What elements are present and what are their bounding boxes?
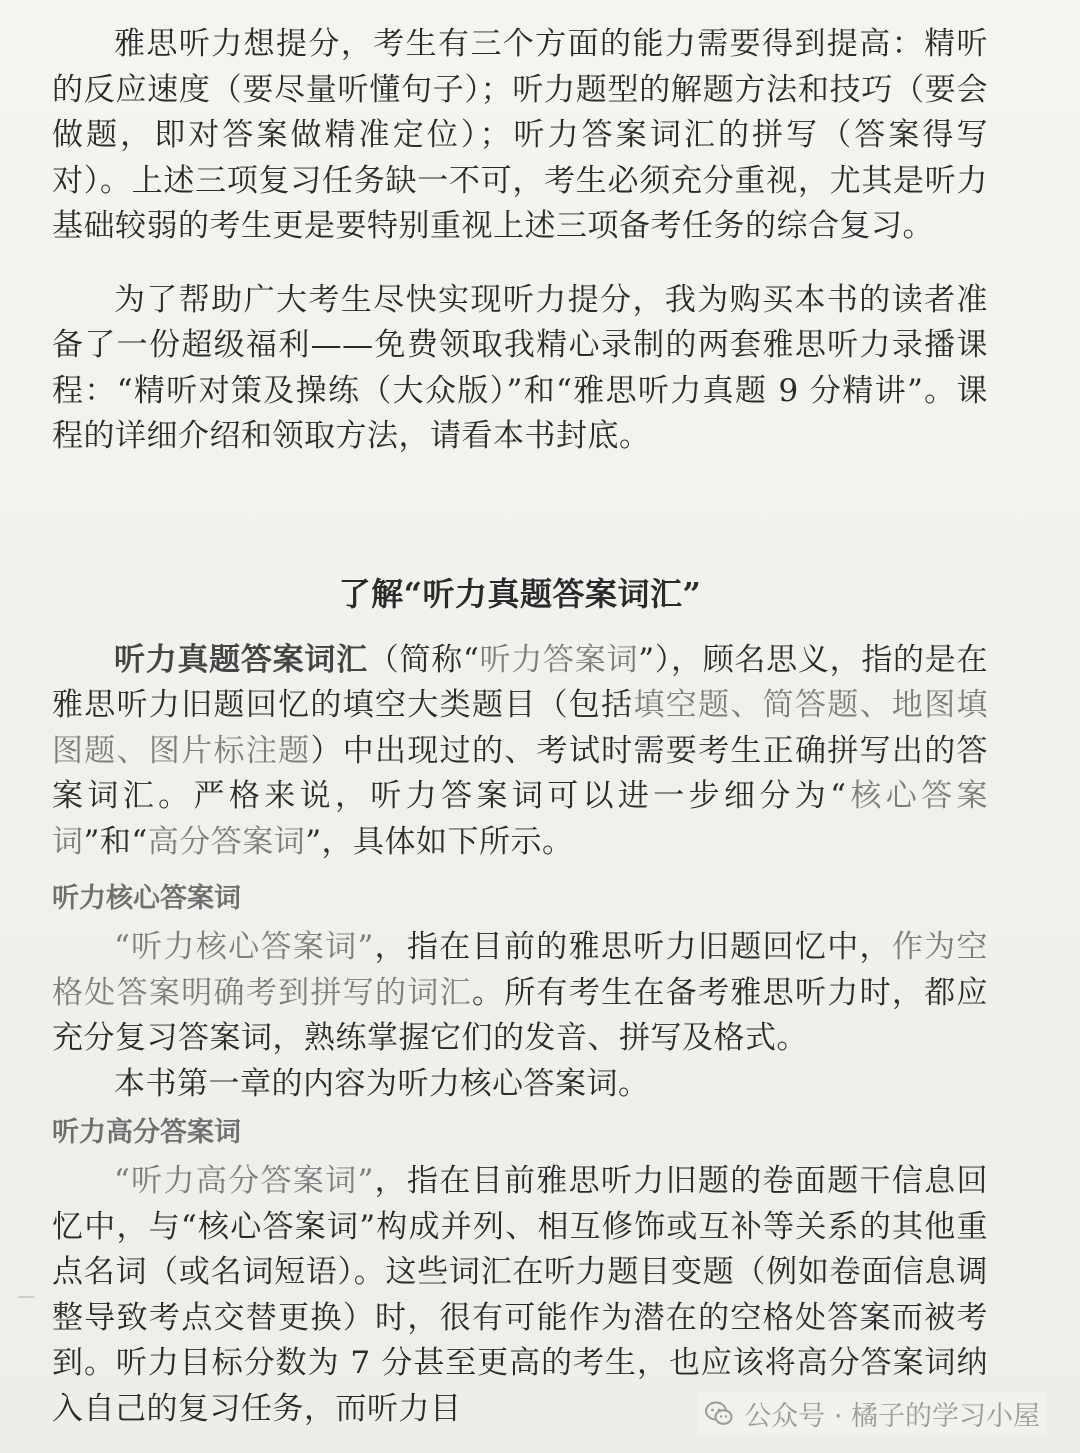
definition-core-ref: 核心答案词	[52, 778, 988, 860]
wechat-icon	[704, 1399, 734, 1429]
definition-and: ”和“	[83, 823, 148, 860]
high-heading: 听力高分答案词	[52, 1117, 241, 1148]
definition-abbr-open: （简称“	[367, 641, 480, 678]
watermark	[698, 1392, 1046, 1435]
definition-high-ref: 高分答案词	[147, 823, 306, 860]
page-content	[52, 22, 988, 1432]
core-body-b: 。所有考生在备考雅思听力时，都应充分复习答案词，熟练掌握它们的发音、拼写及格式。	[52, 974, 989, 1056]
definition-abbr-close: ”），顾名思义，指的是在雅思听力旧题回忆的填空大类题目（包括	[52, 641, 989, 723]
watermark-text: 公众号 · 橘子的学习小屋	[744, 1401, 1040, 1432]
definition-rest: ）中出现过的、考试时需要考生正确拼写出的答案词汇。严格来说，听力答案词可以进一步细分为“	[52, 732, 989, 814]
definition-term: 听力真题答案词汇	[114, 641, 368, 678]
definition-end: ”，具体如下所示。	[305, 823, 574, 860]
bonus-paragraph: 为了帮助广大考生尽快实现听力提分，我为购买本书的读者准备了一份超级福利——免费领取我精心录制的两套雅思听力录播课程：“精听对策及操练（大众版）”和“雅思听力真题 9 分精讲”。课程的详细介绍和领取方法，请看本书封底。	[52, 281, 988, 454]
core-lead: “听力核心答案词”	[114, 929, 374, 965]
intro-paragraph: 雅思听力想提分，考生有三个方面的能力需要得到提高：精听的反应速度（要尽量听懂句子）；听力题型的解题方法和技巧（要会做题，即对答案做精准定位）；听力答案词汇的拼写（答案得写对）。上述三项复习任务缺一不可，考生必须充分重视，尤其是听力基础较弱的考生更是要特别重视上述三项备考任务的综合复习。	[52, 26, 988, 244]
definition-paragraph	[52, 638, 988, 866]
core-heading: 听力核心答案词	[52, 883, 241, 914]
high-lead: “听力高分答案词”	[114, 1163, 374, 1199]
definition-types: 填空题、简答题、地图填图题、图片标注题	[52, 687, 989, 769]
page-edge-mark	[18, 1296, 34, 1298]
high-body: ，指在目前雅思听力旧题的卷面题干信息回忆中，与“核心答案词”构成并列、相互修饰或互补等关系的其他重点名词（或名词短语）。这些词汇在听力题目变题（例如卷面信息调整导致考点交替更换）时，很有可能作为潜在的空格处答案而被考到。听力目标分数为 7 分甚至更高的考生，也应该将高分答案词纳入自己的复习任务，而听力目	[52, 1163, 989, 1427]
core-body-a: ，指在目前的雅思听力旧题回忆中，	[373, 929, 892, 965]
core-body-grey: 作为空格处答案明确考到拼写的词汇	[52, 929, 989, 1011]
chapter-note: 本书第一章的内容为听力核心答案词。	[114, 1065, 650, 1102]
section-title: 了解“听力真题答案词汇”	[338, 574, 702, 613]
core-paragraph	[52, 925, 988, 1062]
definition-abbr: 听力答案词	[479, 641, 639, 678]
